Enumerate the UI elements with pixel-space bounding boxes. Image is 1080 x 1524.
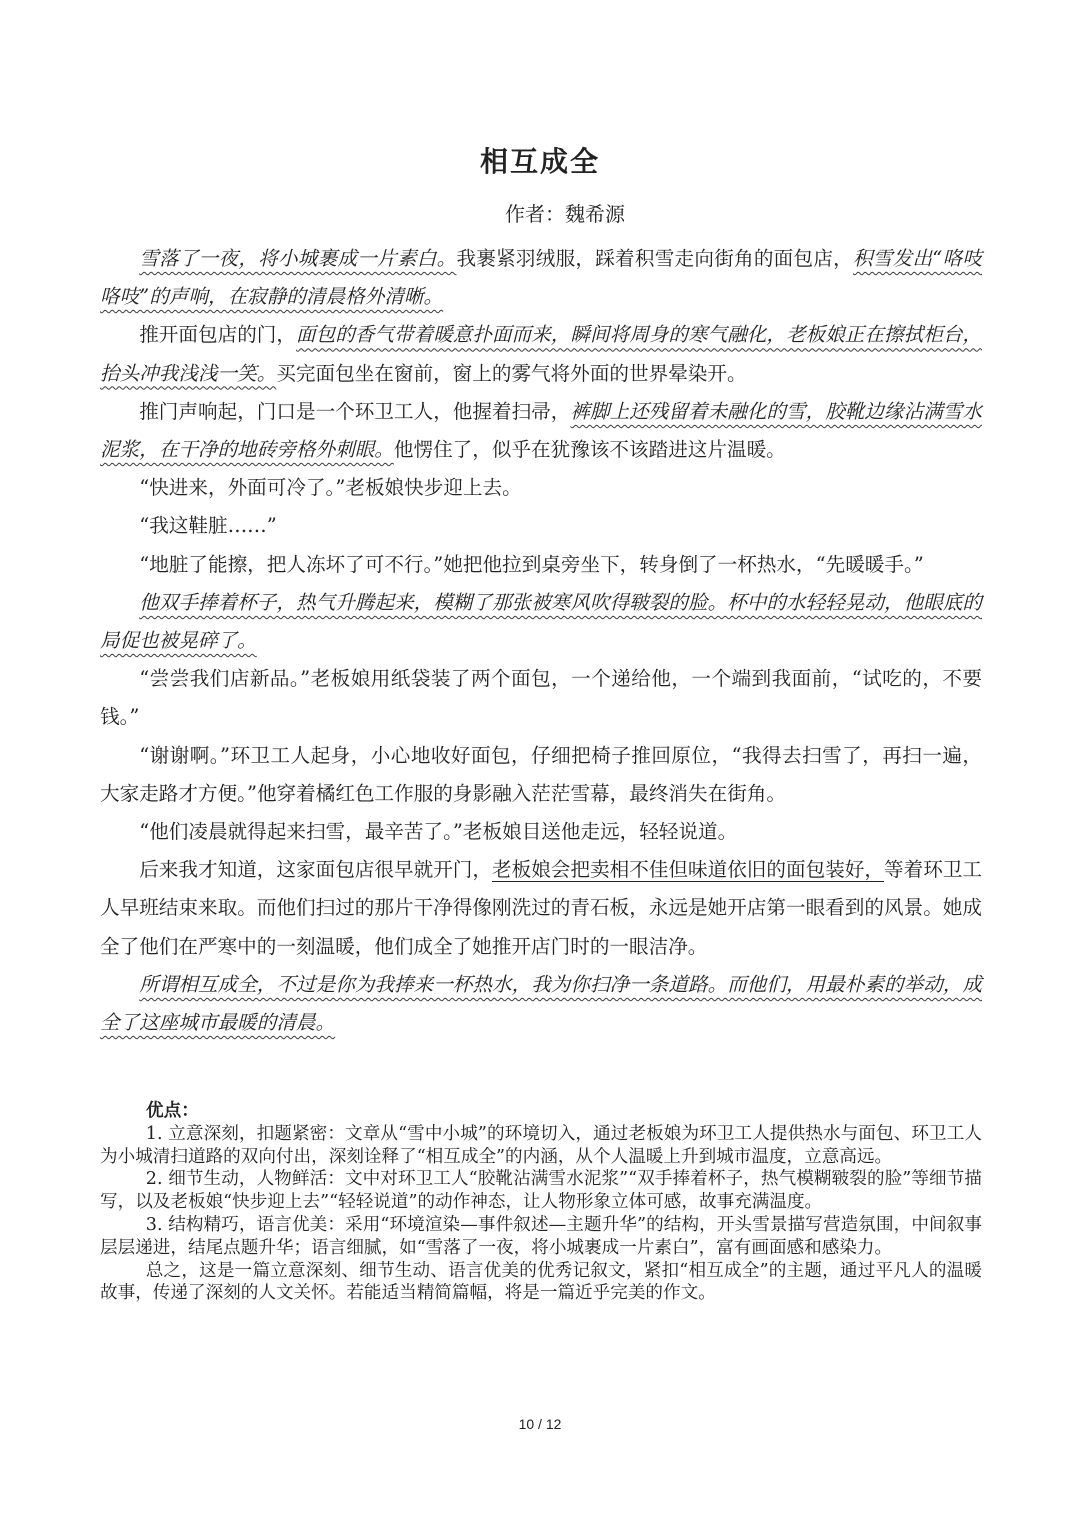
review-item: 3. 结构精巧，语言优美：采用“环境渲染—事件叙述—主题升华”的结构，开头雪景描写营造氛围，中间叙事层层递进，结尾点题升华；语言细腻，如“雪落了一夜，将小城裹成一片素白”，富有画面感和感染力。 [100, 1214, 982, 1258]
annotated-phrase: 雪落了一夜，将小城裹成一片素白。 [139, 247, 457, 270]
paragraph-2 [100, 316, 982, 392]
review-summary: 总之，这是一篇立意深刻、细节生动、语言优美的优秀记叙文，紧扣“相互成全”的主题，通过平凡人的温暖故事，传递了深刻的人文关怀。若能适当精简篇幅，将是一篇近乎完美的作文。 [100, 1260, 982, 1304]
paragraph-8: “尝尝我们店新品。”老板娘用纸袋装了两个面包，一个递给他，一个端到我面前，“试吃的，不要钱。” [100, 667, 982, 729]
paragraph-1 [100, 240, 982, 316]
annotated-phrase: 他双手捧着杯子，热气升腾起来，模糊了那张被寒风吹得皲裂的脸。杯中的水轻轻晃动，他眼底的局促也被晃碎了。 [100, 590, 982, 653]
annotated-phrase: 面包的香气带着暖意扑面而来，瞬间将周身的寒气融化，老板娘正在擦拭柜台，抬头冲我浅浅一笑。 [100, 323, 983, 385]
review-item: 1. 立意深刻，扣题紧密：文章从“雪中小城”的环境切入，通过老板娘为环卫工人提供热水与面包、环卫工人为小城清扫道路的双向付出，深刻诠释了“相互成全”的内涵，从个人温暖上升到城市温度，立意高远。 [100, 1123, 982, 1167]
essay-author: 作者：魏希源 [505, 202, 625, 226]
review-heading: 优点： [146, 1100, 199, 1121]
paragraph-10: “他们凌晨就得起来扫雪，最辛苦了。”老板娘目送他走远，轻轻说道。 [139, 820, 738, 844]
page-number: 10 / 12 [518, 1416, 562, 1432]
underlined-phrase: 老板娘会把卖相不佳但味道依旧的面包装好， [492, 858, 885, 882]
paragraph-4: “快进来，外面可冷了。”老板娘快步迎上去。 [139, 476, 522, 500]
paragraph-7 [100, 584, 982, 660]
text-run: 他愣住了，似乎在犹豫该不该踏进这片温暖。 [393, 438, 786, 462]
review-item: 2. 细节生动，人物鲜活：文中对环卫工人“胶靴沾满雪水泥浆”“双手捧着杯子，热气模糊皲裂的脸”等细节描写，以及老板娘“快步迎上去”“轻轻说道”的动作神态，让人物形象立体可感，故事充满温度。 [100, 1169, 982, 1213]
annotated-phrase: 所谓相互成全，不过是你为我捧来一杯热水，我为你扫净一条道路。而他们，用最朴素的举动，成全了这座城市最暖的清晨。 [100, 972, 982, 1035]
essay-title: 相互成全 [479, 145, 600, 178]
text-run: 推门声响起，门口是一个环卫工人，他握着扫帚， [139, 399, 571, 423]
text-run: 等着环卫工人早班结束来取。而他们扫过的那片干净得像刚洗过的青石板，永远是她开店第一眼看到的风景。她成全了他们在严寒中的一刻温暖，他们成全了她推开店门时的一眼洁净。 [100, 858, 983, 958]
annotated-phrase: 裤脚上还残留着未融化的雪，胶靴边缘沾满雪水泥浆，在干净的地砖旁格外刺眼。 [100, 399, 983, 462]
review-section [100, 1100, 982, 1305]
text-run: 我裹紧羽绒服，踩着积雪走向街角的面包店， [456, 247, 853, 270]
paragraph-11 [100, 851, 982, 966]
paragraph-6: “地脏了能擦，把人冻坏了可不行。”她把他拉到桌旁坐下，转身倒了一杯热水，“先暖暖手。” [139, 552, 924, 576]
paragraph-12 [100, 966, 982, 1042]
annotated-phrase: 积雪发出“咯吱咯吱”的声响，在寂静的清晨格外清晰。 [100, 247, 982, 309]
text-run: 后来我才知道，这家面包店很早就开门， [139, 858, 492, 882]
essay-body [100, 240, 982, 1042]
paragraph-5: “我这鞋脏……” [139, 514, 277, 538]
text-run: 买完面包坐在窗前，窗上的雾气将外面的世界晕染开。 [276, 361, 747, 385]
paragraph-9: “谢谢啊。”环卫工人起身，小心地收好面包，仔细把椅子推回原位，“我得去扫雪了，再扫一遍，大家走路才方便。”他穿着橘红色工作服的身影融入茫茫雪幕，最终消失在街角。 [100, 743, 982, 805]
paragraph-3 [100, 393, 982, 469]
text-run: 推开面包店的门， [139, 323, 296, 347]
